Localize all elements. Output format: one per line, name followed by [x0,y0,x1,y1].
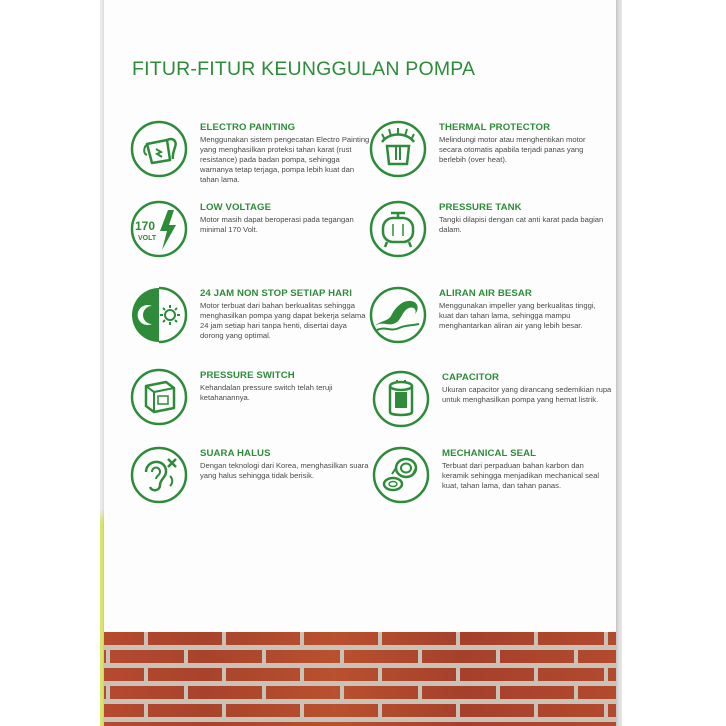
page-title: FITUR-FITUR KEUNGGULAN POMPA [132,58,476,80]
feature-suara-halus [130,446,370,510]
feature-description: Motor masih dapat beroperasi pada tegangan minimal 170 Volt. [200,215,354,234]
lightning-voltage-icon [130,200,188,258]
voltage-value-label: 170 [135,219,156,233]
thermal-protector-icon [369,120,427,178]
feature-title: 24 JAM NON STOP SETIAP HARI [200,288,352,299]
feature-title: THERMAL PROTECTOR [439,122,551,133]
feature-mechanical-seal [372,446,612,510]
feature-title: PRESSURE SWITCH [200,370,295,381]
feature-description: Terbuat dari perpaduan bahan karbon dan keramik sehingga menjadikan mechanical seal kuat, tahan lama, dan tahan panas. [442,461,600,490]
feature-electro-painting [130,120,370,184]
feature-title: MECHANICAL SEAL [442,448,537,459]
feature-pressure-switch [130,368,370,432]
pressure-switch-icon [130,368,188,426]
feature-low-voltage [130,200,370,264]
feature-title: SUARA HALUS [200,448,271,459]
brochure-page [104,0,616,726]
pressure-tank-icon [369,200,427,258]
feature-title: LOW VOLTAGE [200,202,272,213]
day-night-icon [130,286,188,344]
feature-pressure-tank [369,200,609,264]
feature-title: CAPACITOR [442,372,500,383]
feature-description: Kehandalan pressure switch telah teruji ketahanannya. [200,383,333,402]
feature-description: Tangki dilapisi dengan cat anti karat pada bagian dalam. [439,215,604,234]
feature-thermal-protector [369,120,609,184]
paint-bucket-icon [130,120,188,178]
capacitor-icon [372,370,430,428]
ear-icon [130,446,188,504]
feature-title: ALIRAN AIR BESAR [439,288,532,299]
feature-capacitor [372,370,612,434]
feature-title: ELECTRO PAINTING [200,122,296,133]
brick-wall-footer [104,632,616,726]
feature-description: Ukuran capacitor yang dirancang sedemikian rupa untuk menghasilkan pompa yang hemat listrik. [442,385,612,404]
voltage-unit-label: VOLT [138,235,157,242]
feature-title: PRESSURE TANK [439,202,522,213]
water-wave-icon [369,286,427,344]
mechanical-seal-icon [372,446,430,504]
feature-description: Melindungi motor atau menghentikan motor secara otomatis apabila terjadi panas yang berlebih (over heat). [439,135,586,164]
feature-description: Menggunakan impeller yang berkualitas tinggi, kuat dan tahan lama, sehingga mampu menghantarkan aliran air yang lebih besar. [439,301,596,330]
feature-aliran-air-besar [369,286,609,350]
feature-description: Motor terbuat dari bahan berkualitas sehingga menghasilkan pompa yang dapat bekerja selama 24 jam setiap hari tanpa henti, disertai daya dorong yang optimal. [200,301,366,340]
feature-description: Dengan teknologi dari Korea, menghasilkan suara yang halus sehingga tidak berisik. [200,461,369,480]
feature-24-jam [130,286,370,350]
feature-description: Menggunakan sistem pengecatan Electro Painting yang menghasilkan proteksi tahan karat (rust resistance) pada badan pompa, sehingga warnanya tetap terjaga, pompa lebih kuat dan tahan lama. [200,135,370,184]
